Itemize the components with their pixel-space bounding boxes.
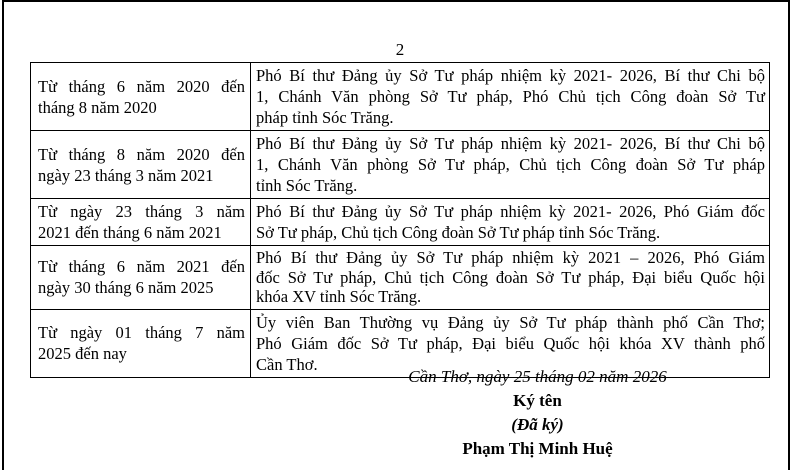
text-line: ngày 23 tháng 3 năm 2021 [38,165,214,185]
text-line: Từ ngày 01 tháng 7 năm [38,323,245,342]
text-line: 1, Chánh Văn phòng Sở Tư pháp, Chủ tịch Công đoàn Sở Tư pháp [256,155,765,174]
text-line: tỉnh Sóc Trăng. [256,176,358,195]
text-line: Từ tháng 6 năm 2021 đến [38,257,245,277]
text-line: Sở Tư pháp, Chủ tịch Công đoàn Sở Tư pháp tỉnh Sóc Trăng. [256,223,661,242]
page-number: 2 [395,40,405,59]
text-line: 2025 đến nay [38,344,127,363]
table-row [31,63,770,131]
table-row [31,199,770,246]
cell-period [31,199,251,246]
text-line: Từ tháng 8 năm 2020 đến [38,144,245,164]
text-line: Ủy viên Ban Thường vụ Đảng ủy Sở Tư pháp thành phố Cần Thơ; [256,312,765,332]
career-table-body [31,63,770,378]
text-line: tháng 8 năm 2020 [38,97,157,117]
cell-position [251,63,770,131]
text-line: Từ ngày 23 tháng 3 năm [38,202,245,221]
place-date-line: Cần Thơ, ngày 25 tháng 02 năm 2026 [408,367,667,386]
text-line: Phó Bí thư Đảng ủy Sở Tư pháp nhiệm kỳ 2021- 2026, Phó Giám đốc [256,202,765,221]
text-line: đốc Sở Tư pháp, Chủ tịch Công đoàn Sở Tư pháp, Đại biểu Quốc hội [256,267,765,287]
cell-period [31,246,251,310]
cell-position [251,131,770,199]
table-row [31,246,770,310]
sign-label: Ký tên [513,391,562,410]
signature-block [305,366,770,459]
text-line: Phó Bí thư Đảng ủy Sở Tư pháp nhiệm kỳ 2021 – 2026, Phó Giám [256,248,765,267]
table-row [31,131,770,199]
text-line: Phó Bí thư Đảng ủy Sở Tư pháp nhiệm kỳ 2021- 2026, Bí thư Chi bộ [256,134,765,153]
text-line: Từ tháng 6 năm 2020 đến [38,76,245,96]
text-line: Phó Bí thư Đảng ủy Sở Tư pháp nhiệm kỳ 2021- 2026, Bí thư Chi bộ [256,66,765,85]
text-line: 1, Chánh Văn phòng Sở Tư pháp, Phó Chủ tịch Công đoàn Sở Tư [256,87,765,106]
text-line: ngày 30 tháng 6 năm 2025 [38,278,214,298]
signer-name: Phạm Thị Minh Huệ [462,439,613,458]
text-line: Cần Thơ. [256,354,318,374]
text-line: 2021 đến tháng 6 năm 2021 [38,223,222,242]
text-line: Phó Giám đốc Sở Tư pháp, Đại biểu Quốc hội khóa XV thành phố [256,333,765,353]
cell-position [251,246,770,310]
signed-note: (Đã ký) [511,415,564,434]
cell-period [31,131,251,199]
career-history-table [30,62,770,378]
cell-position [251,199,770,246]
text-line: pháp tỉnh Sóc Trăng. [256,108,394,127]
cell-period [31,309,251,377]
cell-period [31,63,251,131]
text-line: khóa XV tỉnh Sóc Trăng. [256,287,422,306]
